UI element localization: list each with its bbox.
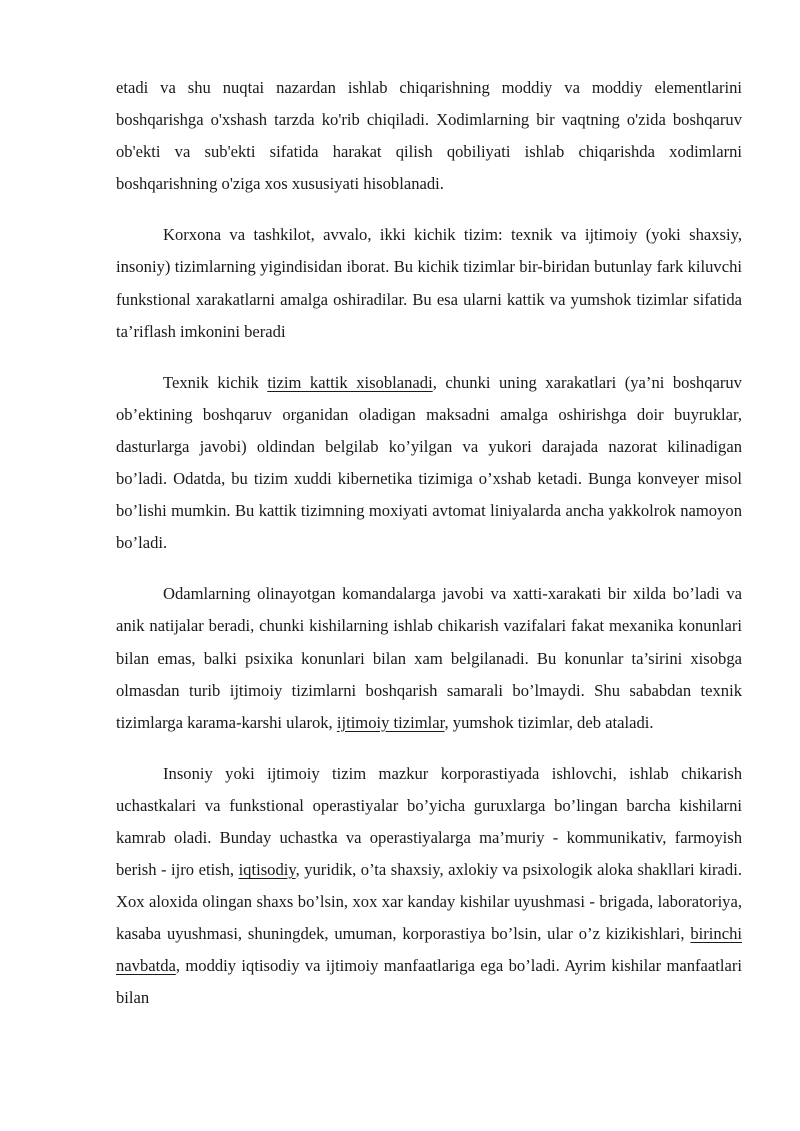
paragraph-3-text-after: , chunki uning xarakatlari (ya’ni boshqaruv ob’ektining boshqaruv organidan oladigan maksadni amalga oshirishga doir buyruklar, dasturlarga javobi) oldindan belgilab ko’yilgan va yukori darajada nazorat kilinadigan bo’ladi. Odatda, bu tizim xuddi kibernetika tizimiga o’xshab ketadi. Bunga konveyer misol bo’lishi mumkin. Bu kattik tizimning moxiyati avtomat liniyalarda ancha yakkolrok namoyon bo’ladi. (116, 372, 742, 553)
document-page (116, 72, 742, 1015)
paragraph-3 (116, 367, 742, 560)
paragraph-4-text-before: Odamlarning olinayotgan komandalarga javobi va xatti-xarakati bir xilda bo’ladi va anik natijalar beradi, chunki kishilarning ishlab chikarish vazifalari fakat mexanika konunlari bilan emas, balki psixika konunlari bilan xam belgilanadi. Bu konunlar ta’sirini xisobga olmasdan turib ijtimoiy tizimlarni boshqarish samarali bo’lmaydi. Shu sababdan texnik tizimlarga karama-karshi ularok, (116, 584, 742, 732)
paragraph-1 (116, 72, 742, 200)
paragraph-5 (116, 758, 742, 1015)
paragraph-5-text-middle: , yuridik, o’ta shaxsiy, axlokiy va psixologik aloka shakllari kiradi. Xox aloxida olingan shaxs bo’lsin, xox xar kanday kishilar uyushmasi - brigada, laboratoriya, kasaba uyushmasi, shuningdek, umuman, korporastiya bo’lsin, ular o’z kizikishlari, (116, 860, 742, 944)
paragraph-4-text-after: , yumshok tizimlar, deb ataladi. (444, 712, 654, 732)
paragraph-2-text: Korxona va tashkilot, avvalo, ikki kichik tizim: texnik va ijtimoiy (yoki shaxsiy, insoniy) tizimlarning yigindisidan iborat. Bu kichik tizimlar bir-biridan butunlay fark kiluvchi funkstional xarakatlarni amalga oshiradilar. Bu esa ularni kattik va yumshok tizimlar sifatida ta’riflash imkonini beradi (116, 225, 742, 341)
paragraph-5-text-after: , moddiy iqtisodiy va ijtimoiy manfaatlariga ega bo’ladi. Ayrim kishilar manfaatlari bilan (116, 956, 742, 1008)
paragraph-4 (116, 578, 742, 738)
link-iqtisodiy[interactable]: iqtisodiy (238, 860, 296, 880)
link-tizim-kattik-xisoblanadi[interactable]: tizim kattik xisoblanadi (267, 372, 433, 392)
paragraph-3-text-before: Texnik kichik (163, 372, 268, 392)
link-birinchi-navbatda[interactable]: birinchi navbatda (116, 924, 742, 976)
link-ijtimoiy-tizimlar[interactable]: ijtimoiy tizimlar (336, 712, 445, 732)
paragraph-5-text-before: Insoniy yoki ijtimoiy tizim mazkur korporastiyada ishlovchi, ishlab chikarish uchastkalari va funkstional operastiyalar bo’yicha guruxlarga bo’lingan barcha kishilarni kamrab oladi. Bunday uchastka va operastiyalarga ma’muriy - kommunikativ, farmoyish berish - ijro etish, (116, 763, 742, 880)
paragraph-2 (116, 219, 742, 347)
paragraph-1-text: etadi va shu nuqtai nazardan ishlab chiqarishning moddiy va moddiy elementlarini boshqarishga o'xshash tarzda ko'rib chiqiladi. Xodimlarning bir vaqtning o'zida boshqaruv ob'ekti va sub'ekti sifatida harakat qilish qobiliyati ishlab chiqarishda xodimlarni boshqarishning o'ziga xos xususiyati hisoblanadi. (116, 78, 742, 194)
